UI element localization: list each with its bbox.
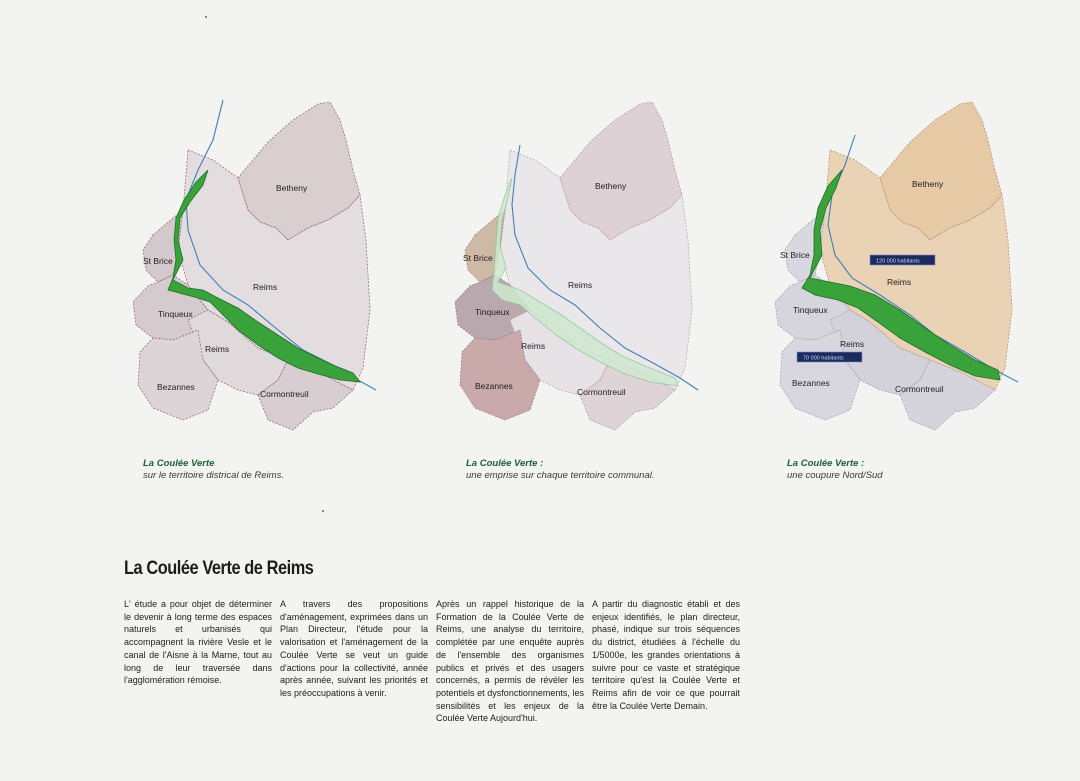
label-bezannes: Bezannes — [157, 382, 195, 392]
label-cormontreuil: Cormontreuil — [260, 389, 309, 399]
label-betheny: Betheny — [276, 183, 308, 193]
map-1-svg — [128, 90, 378, 450]
map-2-communal-territories — [450, 90, 700, 450]
population-north-label: 120 000 habitants — [876, 258, 920, 265]
label-reims-south: Reims — [840, 339, 865, 349]
label-st-brice: St Brice — [463, 253, 493, 263]
caption-title: La Coulée Verte : — [466, 458, 544, 469]
caption-map-1 — [143, 458, 284, 482]
caption-subtitle: sur le territoire districal de Reims. — [143, 470, 284, 481]
scan-speck — [322, 510, 324, 512]
map-3-svg — [770, 90, 1020, 450]
caption-subtitle: une coupure Nord/Sud — [787, 470, 883, 481]
article-column-1: L' étude a pour objet de déterminer le devenir à long terme des espaces naturels et urbanisés qui accompagnent la rivière Vesle et le canal de l'Aisne à la Marne, tout au long de leur traversée dans l'agglomération rémoise. — [124, 599, 272, 686]
label-betheny: Betheny — [912, 179, 944, 189]
map-3-north-south-split — [770, 90, 1020, 450]
label-cormontreuil: Cormontreuil — [577, 387, 626, 397]
label-reims: Reims — [887, 277, 912, 287]
label-bezannes: Bezannes — [475, 381, 513, 391]
label-reims: Reims — [253, 282, 278, 292]
label-reims: Reims — [568, 280, 593, 290]
caption-map-3 — [787, 458, 883, 482]
map-1-district-green-corridor — [128, 90, 378, 450]
caption-subtitle: une emprise sur chaque territoire communal. — [466, 470, 655, 481]
label-st-brice: St Brice — [780, 250, 810, 260]
scan-speck — [205, 16, 207, 18]
label-reims-south: Reims — [205, 344, 230, 354]
label-tinqueux: Tinqueux — [158, 309, 193, 319]
article-column-2: A travers des propositions d'aménagement, exprimées dans un Plan Directeur, l'étude pour la valorisation et l'aménagement de la Coulée Verte se veut un guide d'actions pour la collectivité, année après année, suivant les priorités et les préoccupations à venir. — [280, 599, 428, 698]
caption-title: La Coulée Verte — [143, 458, 215, 469]
article-column-4: A partir du diagnostic établi et des enjeux identifiés, le plan directeur, phasé, indique sur trois séquences du district, étudiées à l'échelle du 1/5000e, les grandes orientations à suivre pour ce vaste et stratégique territoire qu'est la Coulée Verte et Reims afin de voir ce que pourrait être la Coulée Verte Demain. — [592, 599, 740, 711]
label-betheny: Betheny — [595, 181, 627, 191]
caption-map-2 — [466, 458, 655, 482]
label-cormontreuil: Cormontreuil — [895, 384, 944, 394]
population-south-label: 70 000 habitants — [803, 355, 844, 362]
label-tinqueux: Tinqueux — [475, 307, 510, 317]
label-tinqueux: Tinqueux — [793, 305, 828, 315]
label-reims-south: Reims — [521, 341, 546, 351]
article-column-3: Après un rappel historique de la Formation de la Coulée Verte de Reims, une analyse du territoire, complétée par une enquête auprès de l'ensemble des organismes publics et privés et des usagers concernés, a permis de révéler les potentiels et dysfonctionnements, les sensibilités et les enjeux de la Coulée Verte Aujourd'hui. — [436, 599, 584, 724]
label-bezannes: Bezannes — [792, 378, 830, 388]
caption-title: La Coulée Verte : — [787, 458, 865, 469]
label-st-brice: St Brice — [143, 256, 173, 266]
map-2-svg — [450, 90, 700, 450]
article-title: La Coulée Verte de Reims — [124, 558, 314, 579]
